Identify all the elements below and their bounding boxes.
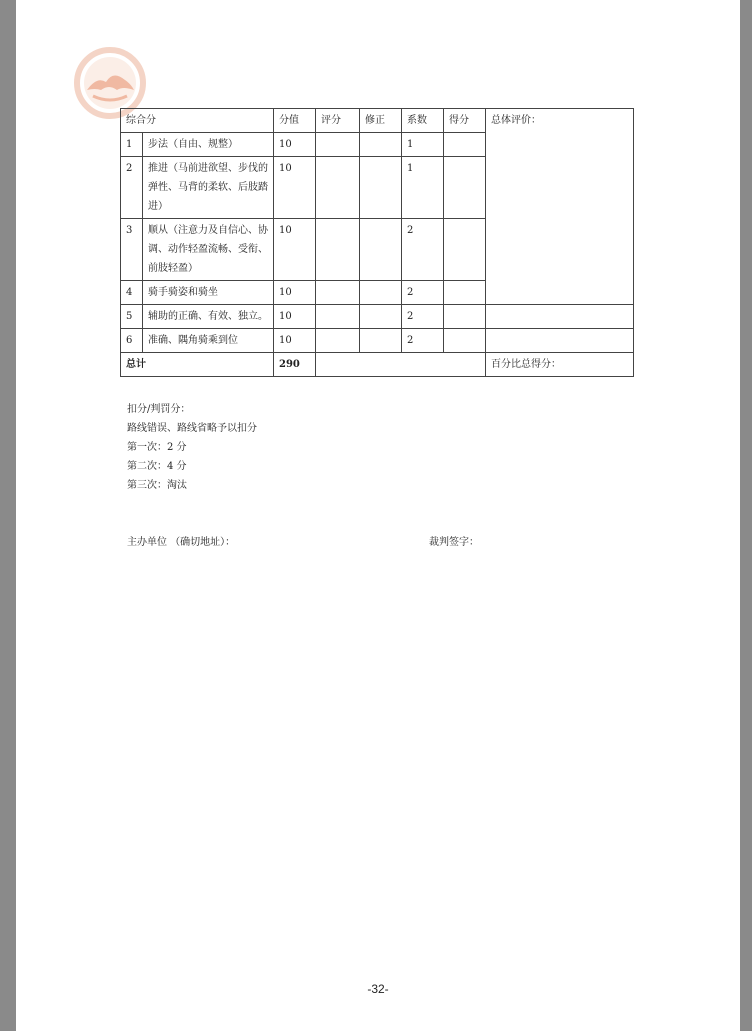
header-score: 分值	[274, 109, 316, 133]
header-points: 得分	[444, 109, 486, 133]
row-score: 10	[274, 305, 316, 329]
judge-signature-label: 裁判签字：	[429, 537, 479, 548]
row-item: 辅助的正确、有效、独立。	[143, 305, 274, 329]
row-points	[444, 305, 486, 329]
row-score: 10	[274, 281, 316, 305]
row-coefficient: 2	[402, 329, 444, 353]
row-number: 1	[121, 133, 143, 157]
total-value: 290	[274, 353, 316, 377]
penalty-second: 第二次：4 分	[127, 461, 187, 472]
penalty-title: 扣分/判罚分：	[127, 404, 191, 415]
row-item: 步法（自由、规整）	[143, 133, 274, 157]
row-number: 3	[121, 219, 143, 281]
row-item: 推进（马前进欲望、步伐的弹性、马背的柔软、后肢踏进）	[143, 157, 274, 219]
penalty-rule: 路线错误、路线省略予以扣分	[127, 423, 257, 434]
row-coefficient: 2	[402, 281, 444, 305]
row-correction	[360, 281, 402, 305]
total-label: 总计	[121, 353, 274, 377]
row-evaluation	[486, 329, 634, 353]
row-item: 准确、隅角骑乘到位	[143, 329, 274, 353]
row-rating	[316, 219, 360, 281]
row-number: 2	[121, 157, 143, 219]
row-number: 6	[121, 329, 143, 353]
row-points	[444, 219, 486, 281]
header-rating: 评分	[316, 109, 360, 133]
row-correction	[360, 133, 402, 157]
row-correction	[360, 305, 402, 329]
scoring-table	[120, 108, 634, 377]
header-correction: 修正	[360, 109, 402, 133]
row-correction	[360, 157, 402, 219]
row-rating	[316, 329, 360, 353]
row-correction	[360, 329, 402, 353]
total-blank	[316, 353, 486, 377]
total-row	[121, 353, 634, 377]
row-coefficient: 1	[402, 157, 444, 219]
penalty-third: 第三次：淘汰	[127, 480, 187, 491]
table-row	[121, 305, 634, 329]
document-page	[16, 0, 740, 1031]
row-evaluation	[486, 305, 634, 329]
row-number: 4	[121, 281, 143, 305]
row-score: 10	[274, 329, 316, 353]
row-coefficient: 2	[402, 219, 444, 281]
overall-evaluation-cell: 总体评价：	[486, 109, 634, 305]
row-points	[444, 133, 486, 157]
row-rating	[316, 305, 360, 329]
penalty-section	[127, 400, 257, 495]
row-points	[444, 157, 486, 219]
row-rating	[316, 281, 360, 305]
row-rating	[316, 133, 360, 157]
page-number: -32-	[367, 982, 389, 996]
table-header-row	[121, 109, 634, 133]
organizer-signature-label: 主办单位 （确切地址）：	[127, 537, 236, 548]
row-item: 顺从（注意力及自信心、协调、动作轻盈流畅、受衔、前肢轻盈）	[143, 219, 274, 281]
row-points	[444, 329, 486, 353]
row-coefficient: 1	[402, 133, 444, 157]
row-number: 5	[121, 305, 143, 329]
header-composite: 综合分	[121, 109, 274, 133]
row-points	[444, 281, 486, 305]
row-coefficient: 2	[402, 305, 444, 329]
penalty-first: 第一次：2 分	[127, 442, 187, 453]
table-row	[121, 329, 634, 353]
row-score: 10	[274, 219, 316, 281]
row-score: 10	[274, 133, 316, 157]
percent-total-label: 百分比总得分：	[486, 353, 634, 377]
row-item: 骑手骑姿和骑坐	[143, 281, 274, 305]
row-correction	[360, 219, 402, 281]
row-rating	[316, 157, 360, 219]
header-coefficient: 系数	[402, 109, 444, 133]
row-score: 10	[274, 157, 316, 219]
